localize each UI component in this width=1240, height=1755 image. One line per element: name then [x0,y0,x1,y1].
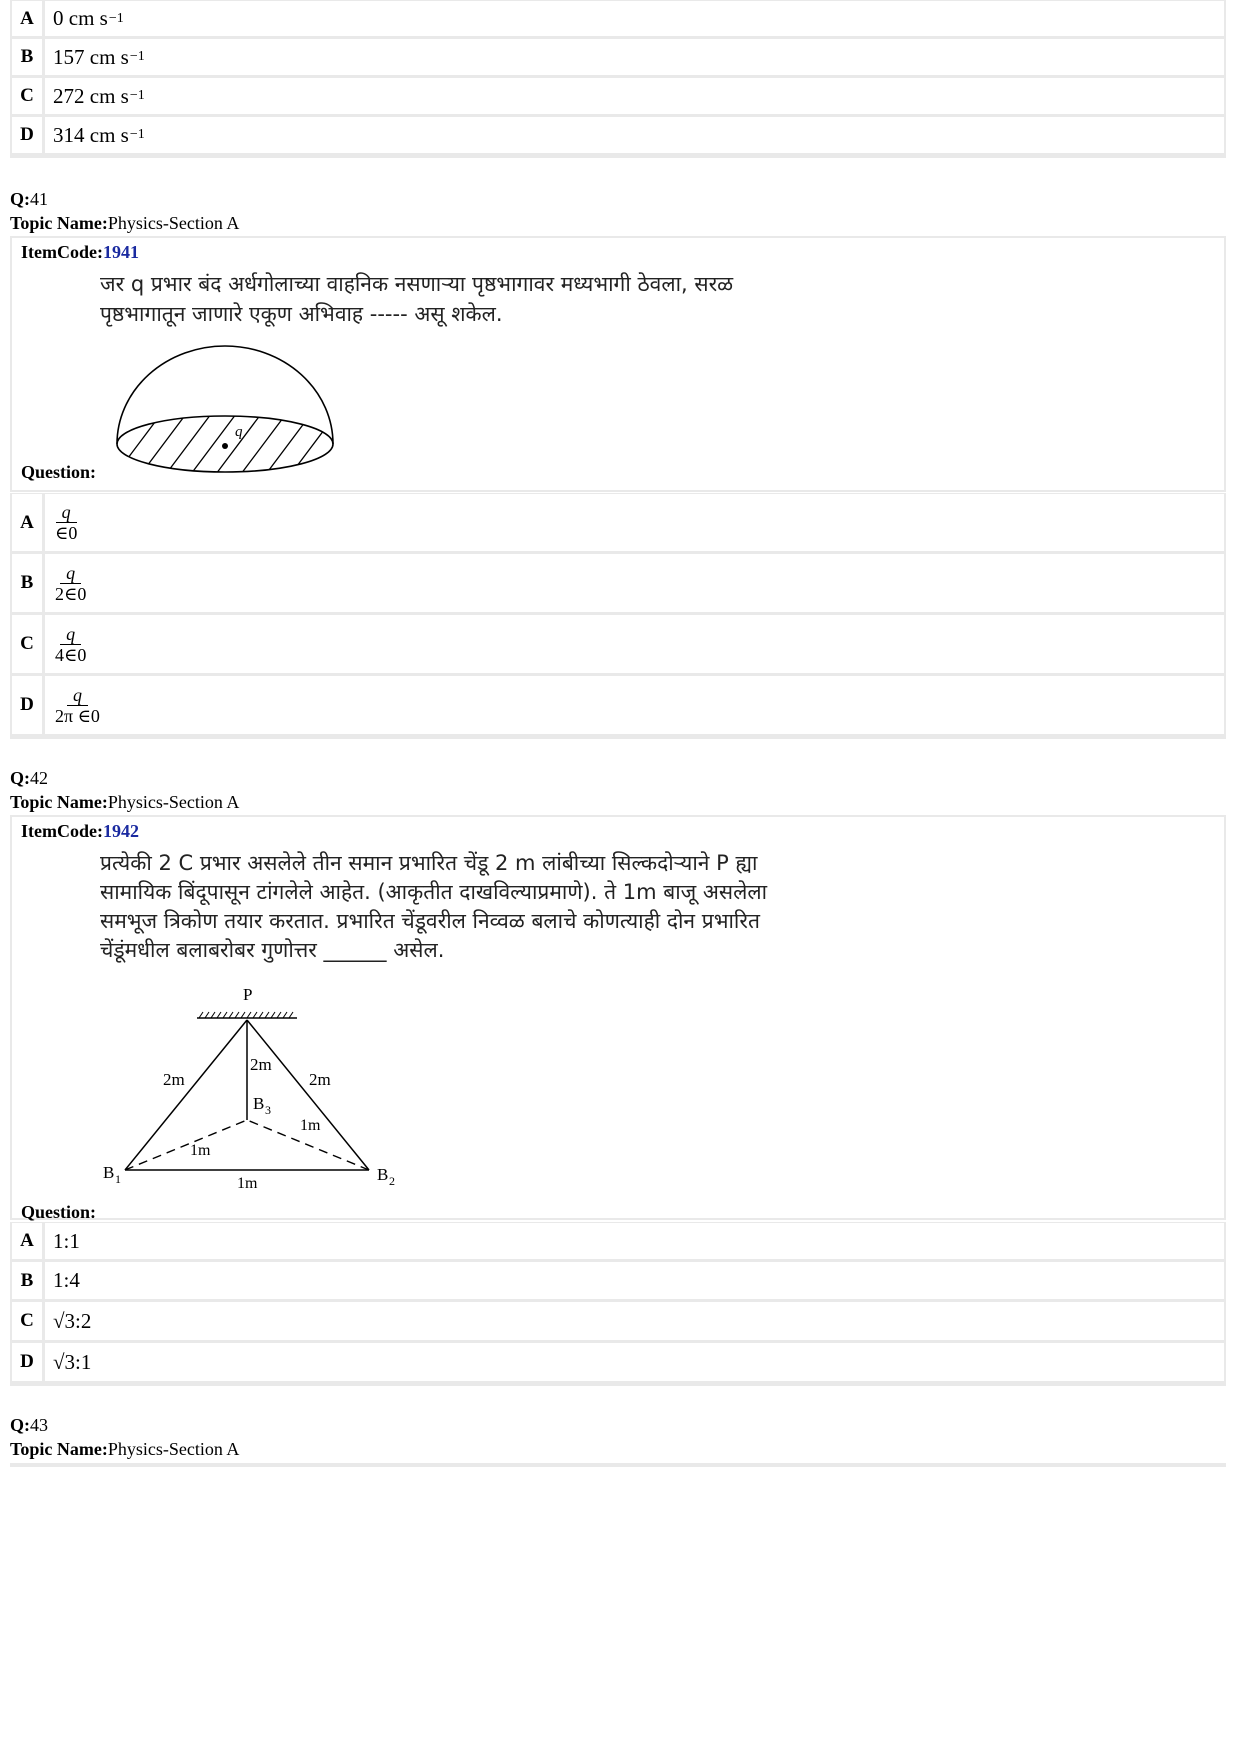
svg-text:B: B [253,1094,265,1113]
svg-text:1m: 1m [300,1117,321,1134]
q41-options-table [10,493,1226,739]
svg-text:2m: 2m [163,1070,185,1089]
svg-text:1m: 1m [190,1142,211,1159]
hemisphere-figure [107,336,347,486]
question-text-line: प्रत्येकी 2 C प्रभार असलेले तीन समान प्रभारित चेंडू 2 m लांबीच्या सिल्कदोऱ्याने P ह्या [100,851,758,875]
topic-name: Topic Name:Physics-Section A [10,213,240,233]
question-text-line: जर q प्रभार बंद अर्धगोलाच्या वाहनिक नसणाऱ्या पृष्ठभागावर मध्यभागी ठेवला, सरळ [100,272,734,296]
svg-text:B: B [377,1165,389,1184]
option-row-c[interactable]: C $\frac{q}{4\in 0}$ [12,615,1224,673]
fraction: $\frac{q}{4\in 0}$ [55,623,87,665]
option-value: 272 cm s [53,83,129,108]
topic-name: Topic Name:Physics-Section A [10,1439,240,1459]
option-row-d[interactable]: D 314 cm s −1 [12,117,1224,153]
svg-text:1: 1 [115,1172,121,1186]
question-block-41 [10,236,1226,492]
question-block-42 [10,815,1226,1220]
option-row-c[interactable]: C √3:2 [12,1302,1224,1340]
question-number: Q:42 [10,768,48,788]
question-label: Question: [21,462,97,482]
svg-text:B: B [103,1163,115,1182]
question-number: Q:43 [10,1415,48,1435]
fraction: $\frac{q}{\in 0}$ [55,502,78,543]
option-label: D [20,124,34,145]
prev-options-table [10,0,1226,158]
option-row-a[interactable]: A 1:1 [12,1223,1224,1259]
svg-text:2m: 2m [250,1055,272,1074]
option-row-a[interactable]: A 0 cm s −1 [12,1,1224,36]
topic-name: Topic Name:Physics-Section A [10,792,240,812]
option-row-b[interactable]: B 157 cm s −1 [12,39,1224,75]
triangle-figure [97,982,437,1212]
option-label: A [20,7,34,29]
fraction: $\frac{q}{2\pi \in 0}$ [55,684,100,726]
option-value: 314 cm s [53,122,129,147]
option-row-a[interactable]: A $\frac{q}{\in 0}$ [12,494,1224,551]
option-row-c[interactable]: C 272 cm s −1 [12,78,1224,114]
question-text-line: चेंडूंमधील बलाबरोबर गुणोत्तर ______ असेल. [100,938,445,962]
option-row-d[interactable]: D √3:1 [12,1343,1224,1381]
point-p-label: P [243,985,253,1004]
item-code: ItemCode:1941 [21,242,139,262]
question-text-line: सामायिक बिंदूपासून टांगलेले आहेत. (आकृतीत दाखविल्याप्रमाणे). ते 1m बाजू असलेला [100,880,768,904]
option-row-b[interactable]: B 1:4 [12,1262,1224,1299]
q42-options-table [10,1222,1226,1386]
svg-text:2m: 2m [309,1070,331,1089]
question-text-line: समभूज त्रिकोण तयार करतात. प्रभारित चेंडूवरील निव्वळ बलाचे कोणत्याही दोन प्रभारित [100,909,760,933]
option-row-d[interactable]: D $\frac{q}{2\pi \in 0}$ [12,676,1224,734]
option-row-b[interactable]: B $\frac{q}{2\in 0}$ [12,554,1224,612]
question-text-line: पृष्ठभागातून जाणारे एकूण अभिवाह ----- असू शकेल. [100,302,503,326]
svg-text:3: 3 [265,1103,271,1117]
divider [10,1463,1226,1467]
svg-text:2: 2 [389,1174,395,1188]
svg-text:1m: 1m [237,1175,258,1192]
option-label: B [20,46,34,67]
fraction: $\frac{q}{2\in 0}$ [55,562,87,604]
item-code: ItemCode:1942 [21,821,139,841]
charge-label: q [235,424,243,440]
question-label: Question: [21,1202,97,1222]
option-value: 0 cm s [53,6,108,30]
question-number: Q:41 [10,189,48,209]
option-label: C [20,85,34,106]
option-value: 157 cm s [53,44,129,69]
